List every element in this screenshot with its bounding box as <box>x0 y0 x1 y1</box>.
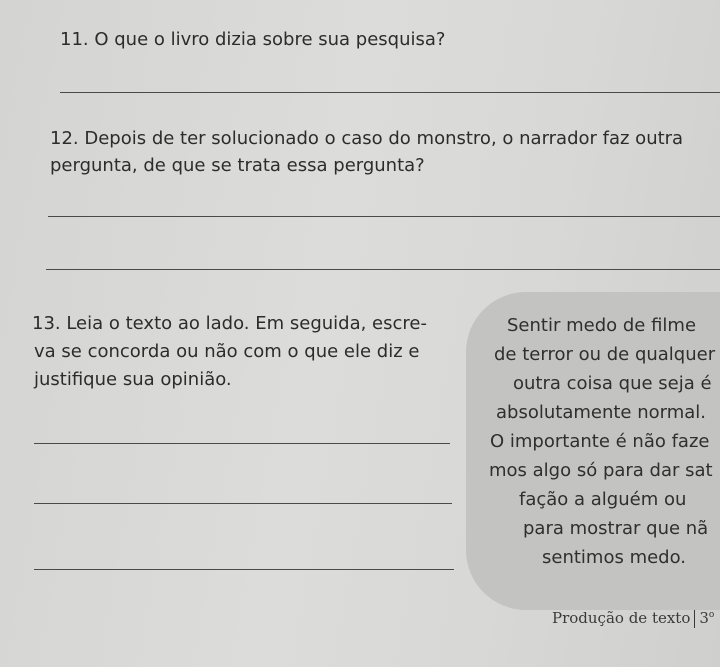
quote-line-3: outra coisa que seja é <box>513 373 712 394</box>
answer-line-q12-1[interactable] <box>48 216 720 217</box>
quote-line-7: fação a alguém ou <box>519 489 687 510</box>
question-13-line-3: justifique sua opinião. <box>34 369 232 390</box>
quote-line-1: Sentir medo de filme <box>507 315 697 336</box>
quote-line-6: mos algo só para dar sat <box>489 460 713 481</box>
answer-line-q13-3[interactable] <box>34 569 454 570</box>
quote-line-5: O importante é não faze <box>490 431 710 452</box>
quote-line-8: para mostrar que nã <box>523 518 709 539</box>
quote-line-4: absolutamente normal. <box>496 402 707 423</box>
quote-bubble <box>466 292 720 610</box>
footer-separator <box>694 610 695 628</box>
question-13-line-2: va se concorda ou não com o que ele diz e <box>34 341 420 362</box>
question-12-line-2: pergunta, de que se trata essa pergunta? <box>50 155 425 176</box>
answer-line-q13-1[interactable] <box>34 443 450 444</box>
question-13-line-1: 13. Leia o texto ao lado. Em seguida, escre- <box>32 313 427 334</box>
footer-label: Produção de texto <box>552 609 691 627</box>
answer-line-q11[interactable] <box>60 92 720 93</box>
answer-line-q13-2[interactable] <box>34 503 452 504</box>
quote-line-9: sentimos medo. <box>542 547 687 568</box>
question-12-line-1: 12. Depois de ter solucionado o caso do monstro, o narrador faz outra <box>50 128 684 149</box>
footer-grade-ordinal: o <box>708 610 715 620</box>
question-11: 11. O que o livro dizia sobre sua pesquisa? <box>60 29 446 50</box>
page-footer <box>552 609 714 628</box>
answer-line-q12-2[interactable] <box>46 269 720 270</box>
footer-grade: 3 <box>699 609 709 627</box>
quote-line-2: de terror ou de qualquer <box>494 344 716 365</box>
